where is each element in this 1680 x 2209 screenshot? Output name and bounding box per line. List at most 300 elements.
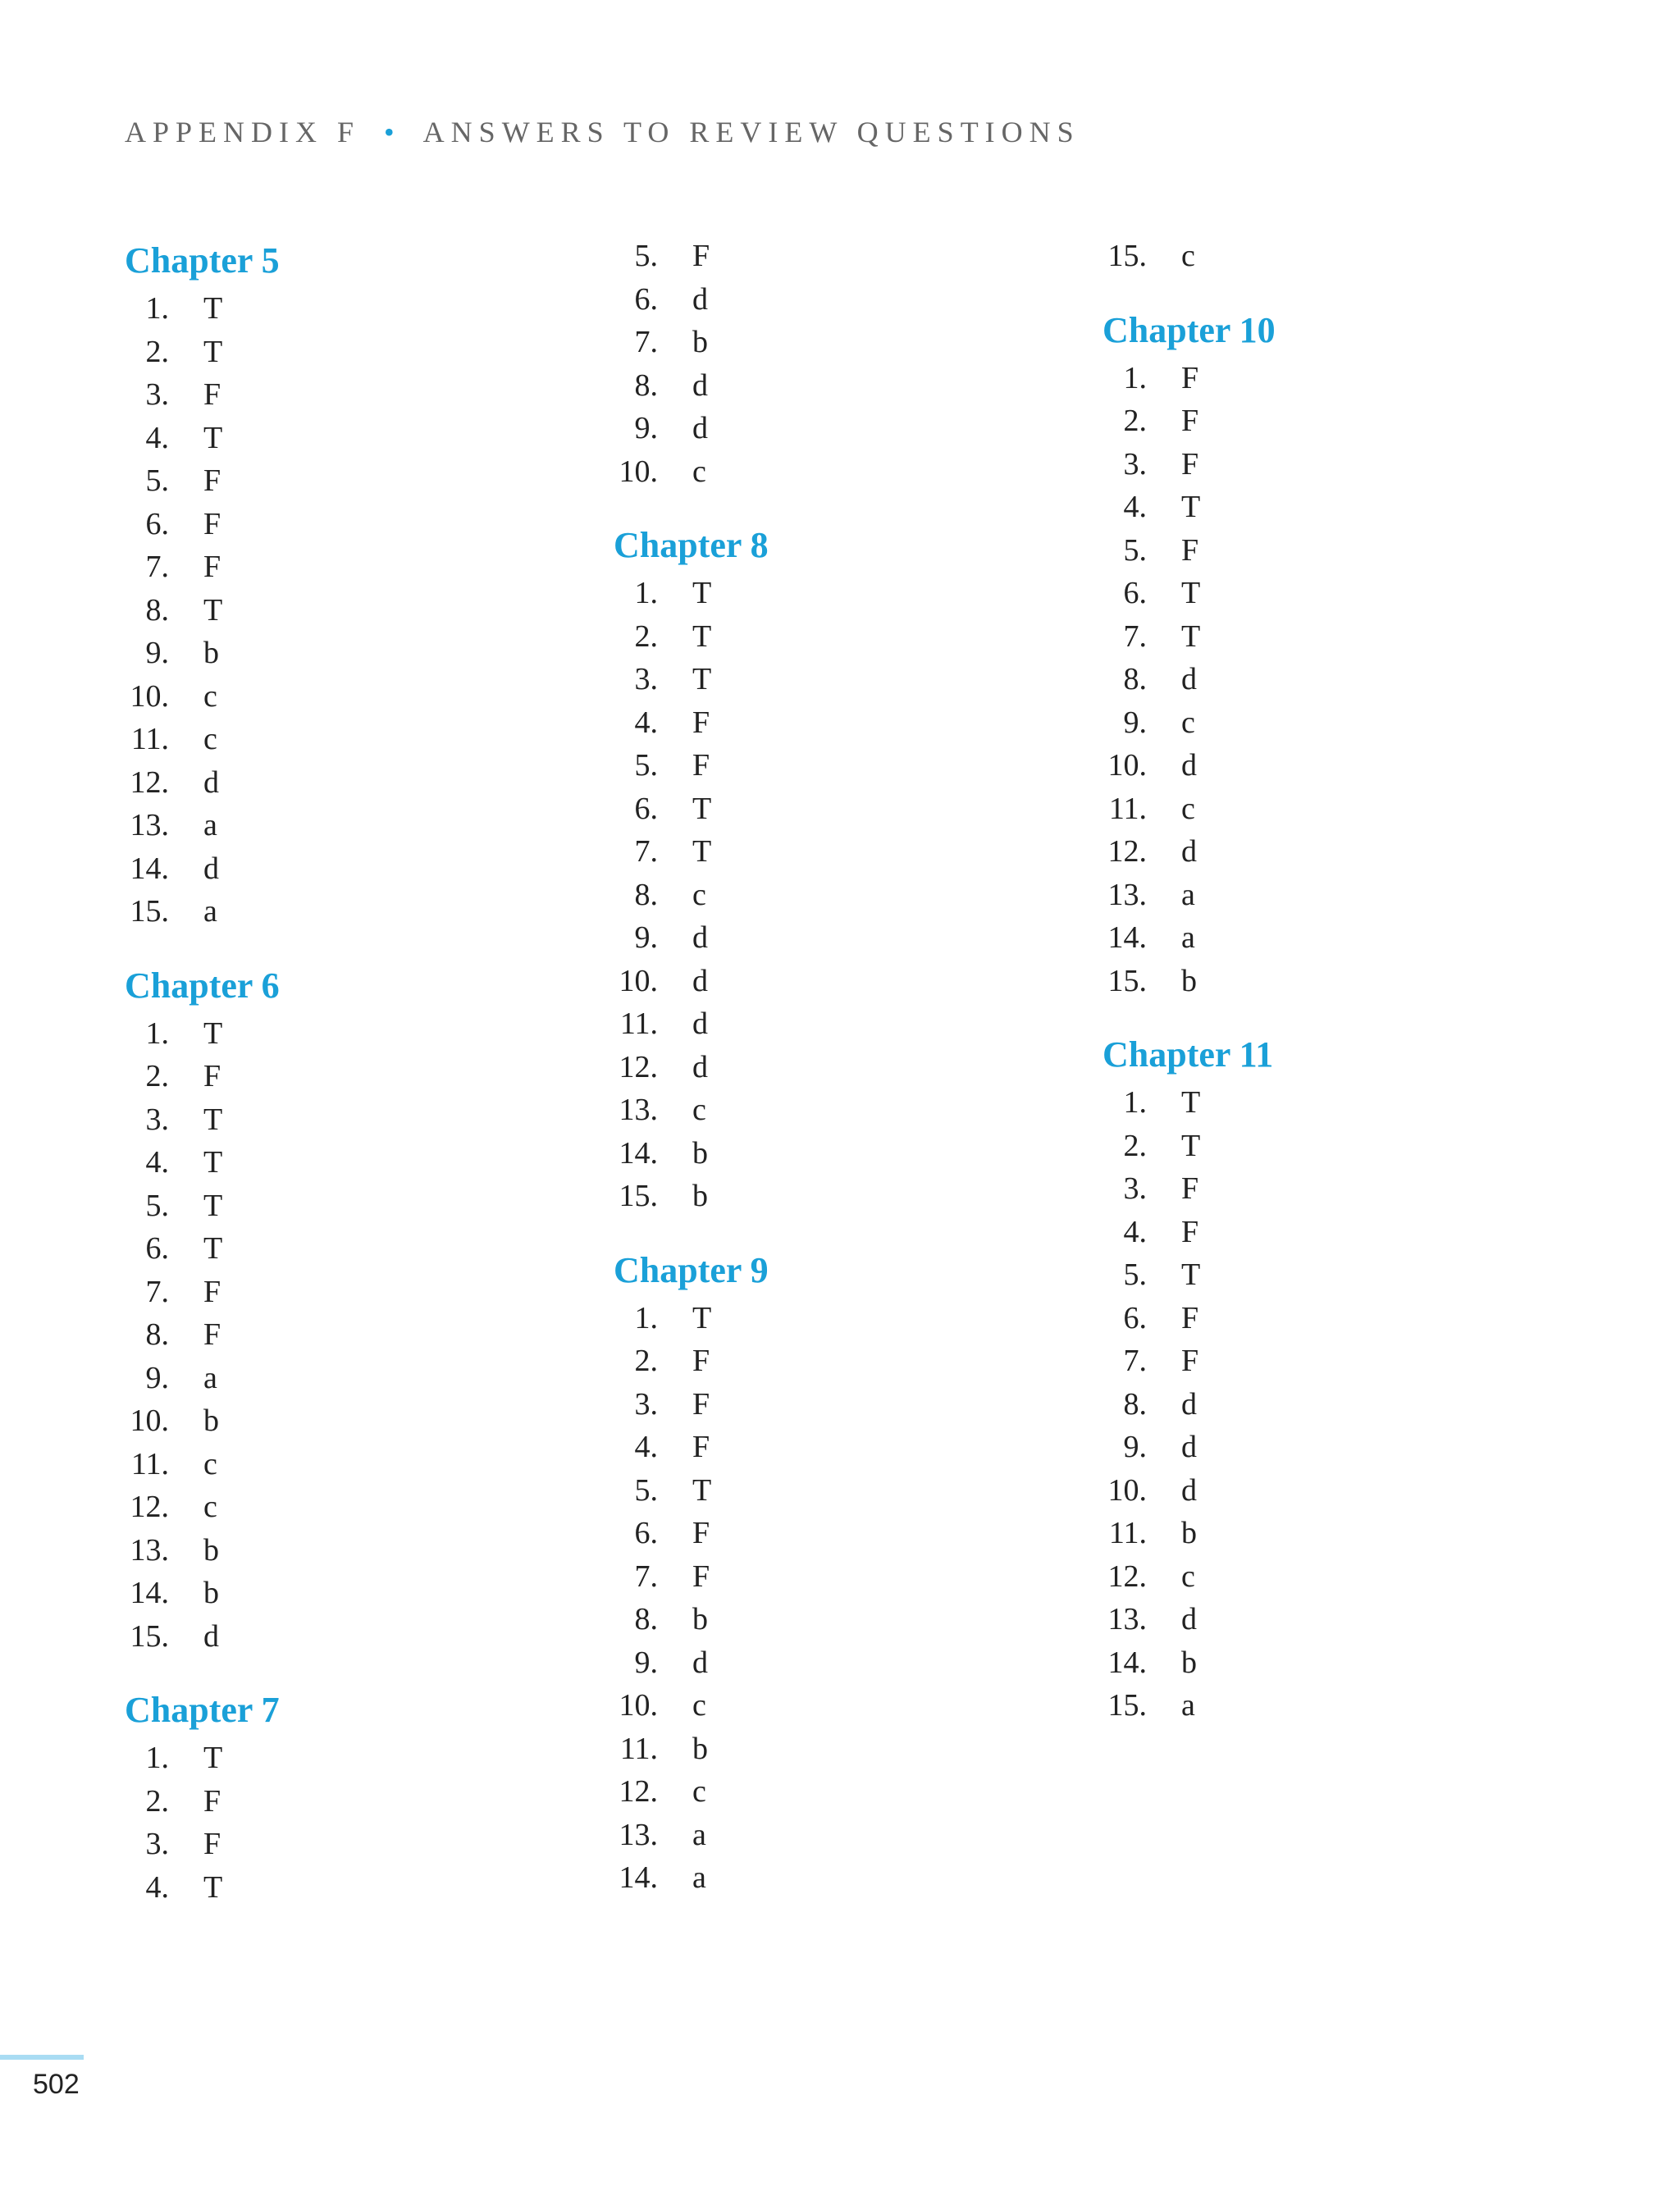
answer-row (614, 1856, 1073, 1900)
answer-row (125, 1486, 584, 1529)
answer-value: F (1181, 1344, 1199, 1378)
answer-row (1102, 1469, 1562, 1513)
question-number: 8. (634, 1602, 658, 1636)
answer-row (125, 1227, 584, 1271)
answer-value: T (692, 791, 712, 826)
answer-row (125, 1055, 584, 1098)
answer-list (125, 287, 584, 933)
answer-row (1102, 357, 1562, 400)
answer-row (614, 1046, 1073, 1089)
answer-row (1102, 615, 1562, 659)
answer-value: T (203, 334, 223, 369)
answer-value: c (1181, 1559, 1195, 1594)
answer-value: T (1181, 576, 1201, 610)
chapter-spacer (125, 933, 584, 960)
answer-value: T (692, 834, 712, 869)
answer-row (125, 718, 584, 761)
answer-value: T (203, 291, 223, 326)
chapter-spacer (125, 1658, 584, 1684)
answer-row (1102, 916, 1562, 960)
answer-row (1102, 399, 1562, 443)
question-number: 10. (130, 678, 169, 714)
answer-value: F (203, 1317, 221, 1352)
question-number: 3. (1123, 1171, 1147, 1206)
question-number: 3. (1123, 446, 1147, 482)
question-number: 14. (130, 851, 169, 886)
answer-row (614, 701, 1073, 745)
answer-row (125, 1399, 584, 1443)
answer-value: c (203, 722, 217, 756)
bullet-separator: • (384, 116, 401, 148)
question-number: 12. (619, 1774, 658, 1809)
answer-row (1102, 1081, 1562, 1125)
answer-row (1102, 1340, 1562, 1383)
answer-row (125, 1271, 584, 1314)
answer-value: b (692, 325, 708, 359)
question-number: 3. (634, 1386, 658, 1422)
answer-value: a (692, 1817, 706, 1852)
answer-value: b (692, 1731, 708, 1766)
question-number: 7. (145, 1274, 169, 1309)
answer-value: F (692, 1386, 710, 1422)
answer-value: d (1181, 1472, 1197, 1508)
question-number: 13. (1107, 1602, 1147, 1636)
answer-row (125, 589, 584, 632)
question-number: 7. (634, 834, 658, 869)
answer-row (614, 1727, 1073, 1771)
answer-value: T (1181, 1257, 1201, 1292)
chapter-spacer (614, 1218, 1073, 1244)
question-number: 14. (1107, 920, 1147, 955)
answer-value: b (692, 1602, 708, 1636)
answer-value: T (203, 1188, 223, 1223)
answer-row (125, 545, 584, 589)
answer-value: F (203, 1274, 221, 1309)
answer-value: d (692, 367, 708, 403)
answer-value: T (692, 1472, 712, 1508)
answer-row (1102, 1598, 1562, 1641)
answer-list (125, 1012, 584, 1659)
answer-row (614, 364, 1073, 408)
question-number: 4. (145, 1869, 169, 1905)
question-number: 1. (145, 1016, 169, 1051)
answer-value: c (203, 1490, 217, 1524)
running-head (125, 115, 1080, 149)
answer-value: F (692, 1344, 710, 1378)
answer-value: a (203, 1360, 217, 1395)
answer-row (125, 1615, 584, 1659)
question-number: 13. (619, 1093, 658, 1127)
answer-value: F (1181, 360, 1199, 395)
answer-row (614, 407, 1073, 450)
question-number: 12. (130, 1490, 169, 1524)
question-number: 6. (1123, 576, 1147, 610)
answer-value: c (1181, 239, 1195, 273)
answer-value: d (692, 1645, 708, 1680)
question-number: 5. (1123, 532, 1147, 568)
chapter-heading: Chapter 5 (125, 240, 280, 281)
answer-value: T (203, 1869, 223, 1905)
answer-value: d (692, 920, 708, 955)
answer-row (614, 1469, 1073, 1513)
answer-row (614, 1297, 1073, 1340)
answer-value: F (203, 550, 221, 584)
question-number: 4. (634, 705, 658, 740)
answer-value: T (692, 1300, 712, 1335)
question-number: 9. (1123, 1430, 1147, 1464)
page-number-rule (0, 2055, 84, 2060)
answer-list (614, 1297, 1073, 1900)
question-number: 1. (634, 1300, 658, 1335)
question-number: 5. (145, 463, 169, 498)
answer-row (1102, 1512, 1562, 1555)
answer-row (125, 1184, 584, 1228)
question-number: 15. (1107, 1688, 1147, 1723)
answer-row (1102, 1383, 1562, 1426)
answer-row (125, 675, 584, 719)
question-number: 2. (634, 1344, 658, 1378)
answer-row (614, 450, 1073, 494)
question-number: 9. (145, 1360, 169, 1395)
question-number: 6. (634, 281, 658, 317)
question-number: 11. (619, 1006, 658, 1041)
answer-value: a (203, 894, 217, 929)
answer-value: F (1181, 404, 1199, 438)
answer-value: F (1181, 532, 1199, 568)
answer-value: d (1181, 1430, 1197, 1464)
answer-value: b (692, 1179, 708, 1213)
question-number: 9. (634, 920, 658, 955)
question-number: 5. (1123, 1257, 1147, 1292)
answer-row (614, 830, 1073, 874)
question-number: 3. (634, 662, 658, 696)
answer-row (1102, 443, 1562, 486)
answer-row (1102, 830, 1562, 874)
question-number: 14. (619, 1860, 658, 1895)
question-number: 8. (145, 592, 169, 628)
question-number: 13. (130, 808, 169, 842)
question-number: 14. (130, 1576, 169, 1610)
answer-value: b (203, 636, 219, 670)
answer-list (125, 1737, 584, 1909)
answer-row (614, 874, 1073, 917)
answer-row (125, 1737, 584, 1780)
question-number: 8. (634, 367, 658, 403)
answer-value: b (1181, 1645, 1197, 1680)
answer-row (614, 1426, 1073, 1469)
question-number: 12. (619, 1049, 658, 1084)
answer-value: a (1181, 920, 1195, 955)
answer-row (614, 1512, 1073, 1555)
answer-value: F (203, 1059, 221, 1093)
question-number: 13. (130, 1532, 169, 1568)
question-number: 9. (634, 411, 658, 445)
question-number: 6. (634, 791, 658, 826)
question-number: 11. (619, 1731, 658, 1766)
chapter-spacer (1102, 278, 1562, 304)
answer-row (614, 1089, 1073, 1132)
question-number: 2. (634, 618, 658, 654)
question-number: 13. (1107, 877, 1147, 912)
answer-value: d (692, 1006, 708, 1041)
answer-row (125, 1866, 584, 1910)
answer-row (1102, 1211, 1562, 1254)
answer-row (614, 960, 1073, 1003)
question-number: 7. (634, 1559, 658, 1594)
question-number: 1. (145, 291, 169, 326)
answer-value: d (203, 1618, 219, 1654)
question-number: 10. (1107, 1472, 1147, 1508)
question-number: 13. (619, 1817, 658, 1852)
question-number: 15. (130, 1618, 169, 1654)
question-number: 3. (145, 1102, 169, 1137)
answer-row (125, 373, 584, 417)
question-number: 10. (619, 963, 658, 998)
question-number: 10. (619, 454, 658, 489)
answer-list (1102, 235, 1562, 278)
answer-value: F (203, 1783, 221, 1819)
page-number: 502 (33, 2069, 80, 2100)
answer-value: d (692, 411, 708, 445)
answer-value: c (692, 1774, 706, 1809)
answer-row (614, 658, 1073, 701)
answer-value: T (1181, 618, 1201, 654)
answer-row (125, 1780, 584, 1823)
question-number: 15. (619, 1179, 658, 1213)
answer-row (125, 1313, 584, 1357)
chapter-heading: Chapter 9 (614, 1249, 769, 1290)
answer-value: c (692, 1688, 706, 1723)
answer-value: c (692, 1093, 706, 1127)
answer-row (1102, 960, 1562, 1003)
answer-value: T (1181, 1128, 1201, 1163)
chapter-heading: Chapter 6 (125, 965, 280, 1006)
answer-value: a (203, 808, 217, 842)
question-number: 9. (634, 1645, 658, 1680)
answer-value: d (1181, 1386, 1197, 1422)
question-number: 8. (1123, 1386, 1147, 1422)
answer-value: T (692, 618, 712, 654)
answer-value: T (692, 576, 712, 610)
question-number: 2. (145, 1783, 169, 1819)
question-number: 4. (145, 1145, 169, 1180)
answer-row (1102, 235, 1562, 278)
answer-row (125, 1443, 584, 1486)
question-number: 7. (1123, 1344, 1147, 1378)
answer-value: d (1181, 662, 1197, 696)
answer-value: b (692, 1135, 708, 1171)
question-number: 12. (1107, 1559, 1147, 1594)
question-number: 12. (130, 764, 169, 800)
question-number: 4. (634, 1430, 658, 1464)
answer-row (614, 1814, 1073, 1857)
answer-value: a (692, 1860, 706, 1895)
answer-row (1102, 701, 1562, 745)
question-number: 10. (619, 1688, 658, 1723)
answer-value: T (203, 1231, 223, 1266)
answer-row (125, 503, 584, 546)
question-number: 9. (1123, 705, 1147, 740)
question-number: 12. (1107, 834, 1147, 869)
chapter-heading: Chapter 8 (614, 525, 769, 565)
answer-value: d (203, 851, 219, 886)
question-number: 5. (634, 1472, 658, 1508)
answer-value: F (1181, 1214, 1199, 1249)
answer-value: F (1181, 1300, 1199, 1335)
answer-value: b (1181, 963, 1197, 998)
answer-value: F (692, 748, 710, 783)
running-head-appendix: APPENDIX F (125, 116, 361, 148)
answer-row (614, 916, 1073, 960)
answer-row (614, 278, 1073, 322)
answer-row (1102, 486, 1562, 529)
question-number: 2. (1123, 404, 1147, 438)
running-head-title: ANSWERS TO REVIEW QUESTIONS (422, 116, 1080, 148)
question-number: 4. (1123, 1214, 1147, 1249)
answer-row (1102, 658, 1562, 701)
answer-row (125, 287, 584, 331)
answer-row (614, 1770, 1073, 1814)
answer-list (614, 235, 1073, 493)
question-number: 15. (1107, 239, 1147, 273)
answer-row (125, 331, 584, 374)
answer-value: F (692, 239, 710, 273)
question-number: 6. (145, 1231, 169, 1266)
answer-row (125, 847, 584, 891)
answer-value: d (692, 963, 708, 998)
answer-value: T (1181, 1085, 1201, 1120)
chapter-heading: Chapter 7 (125, 1690, 280, 1730)
answer-row (1102, 1641, 1562, 1685)
answer-value: F (692, 1559, 710, 1594)
answer-value: b (203, 1576, 219, 1610)
answer-row (614, 1002, 1073, 1046)
question-number: 4. (1123, 490, 1147, 524)
question-number: 5. (634, 748, 658, 783)
answer-row (614, 1175, 1073, 1218)
question-number: 10. (1107, 748, 1147, 783)
question-number: 8. (1123, 662, 1147, 696)
answer-value: b (1181, 1516, 1197, 1550)
question-number: 1. (634, 576, 658, 610)
answer-row (614, 1684, 1073, 1727)
answer-row (1102, 874, 1562, 917)
answer-row (1102, 1253, 1562, 1297)
answer-row (125, 1357, 584, 1400)
question-number: 7. (1123, 618, 1147, 654)
question-number: 11. (130, 1446, 169, 1481)
answer-row (125, 1529, 584, 1572)
answer-value: d (692, 281, 708, 317)
answer-value: F (203, 506, 221, 541)
answer-row (614, 744, 1073, 787)
answer-row (1102, 1297, 1562, 1340)
question-number: 11. (1108, 791, 1147, 826)
answer-column-2 (614, 235, 1073, 1900)
question-number: 2. (145, 1059, 169, 1093)
answer-column-1 (125, 235, 584, 1909)
answer-row (614, 1598, 1073, 1641)
answer-value: d (1181, 1602, 1197, 1636)
answer-row (614, 787, 1073, 831)
question-number: 9. (145, 636, 169, 670)
question-number: 14. (1107, 1645, 1147, 1680)
question-number: 10. (130, 1403, 169, 1438)
answer-value: d (203, 764, 219, 800)
answer-value: c (1181, 705, 1195, 740)
answer-value: F (1181, 446, 1199, 482)
answer-value: F (692, 1430, 710, 1464)
answer-row (614, 321, 1073, 364)
answer-row (614, 1555, 1073, 1599)
answer-value: T (203, 1741, 223, 1775)
answer-value: c (1181, 791, 1195, 826)
question-number: 4. (145, 420, 169, 455)
answer-value: F (1181, 1171, 1199, 1206)
question-number: 15. (1107, 963, 1147, 998)
chapter-heading: Chapter 10 (1102, 309, 1276, 350)
question-number: 6. (145, 506, 169, 541)
answer-value: b (203, 1532, 219, 1568)
answer-value: d (1181, 834, 1197, 869)
question-number: 7. (634, 325, 658, 359)
chapter-heading: Chapter 11 (1102, 1034, 1274, 1075)
answer-list (1102, 1081, 1562, 1727)
answer-row (614, 1383, 1073, 1426)
answer-row (125, 1572, 584, 1615)
answer-value: F (692, 1516, 710, 1550)
answer-value: c (203, 1446, 217, 1481)
question-number: 8. (634, 877, 658, 912)
question-number: 1. (1123, 360, 1147, 395)
answer-row (125, 632, 584, 675)
answer-row (125, 1098, 584, 1142)
answer-value: F (203, 1827, 221, 1861)
answer-value: T (692, 662, 712, 696)
answer-row (1102, 1555, 1562, 1599)
question-number: 5. (634, 239, 658, 273)
answer-value: F (203, 377, 221, 412)
question-number: 6. (634, 1516, 658, 1550)
answer-row (125, 1823, 584, 1866)
answer-value: T (203, 592, 223, 628)
answer-value: T (203, 1102, 223, 1137)
question-number: 7. (145, 550, 169, 584)
answer-row (614, 1340, 1073, 1383)
answer-list (1102, 357, 1562, 1003)
answer-value: F (203, 463, 221, 498)
answer-row (125, 1012, 584, 1056)
question-number: 15. (130, 894, 169, 929)
question-number: 5. (145, 1188, 169, 1223)
answer-row (125, 459, 584, 503)
answer-row (1102, 529, 1562, 573)
answer-value: d (1181, 748, 1197, 783)
answer-row (1102, 1167, 1562, 1211)
answer-row (125, 417, 584, 460)
chapter-spacer (1102, 1002, 1562, 1029)
answer-value: c (692, 877, 706, 912)
answer-row (125, 890, 584, 933)
answer-value: b (203, 1403, 219, 1438)
answer-value: a (1181, 877, 1195, 912)
question-number: 3. (145, 377, 169, 412)
answer-value: T (203, 1145, 223, 1180)
answer-row (125, 761, 584, 805)
answer-row (1102, 1125, 1562, 1168)
answer-value: d (692, 1049, 708, 1084)
question-number: 3. (145, 1827, 169, 1861)
